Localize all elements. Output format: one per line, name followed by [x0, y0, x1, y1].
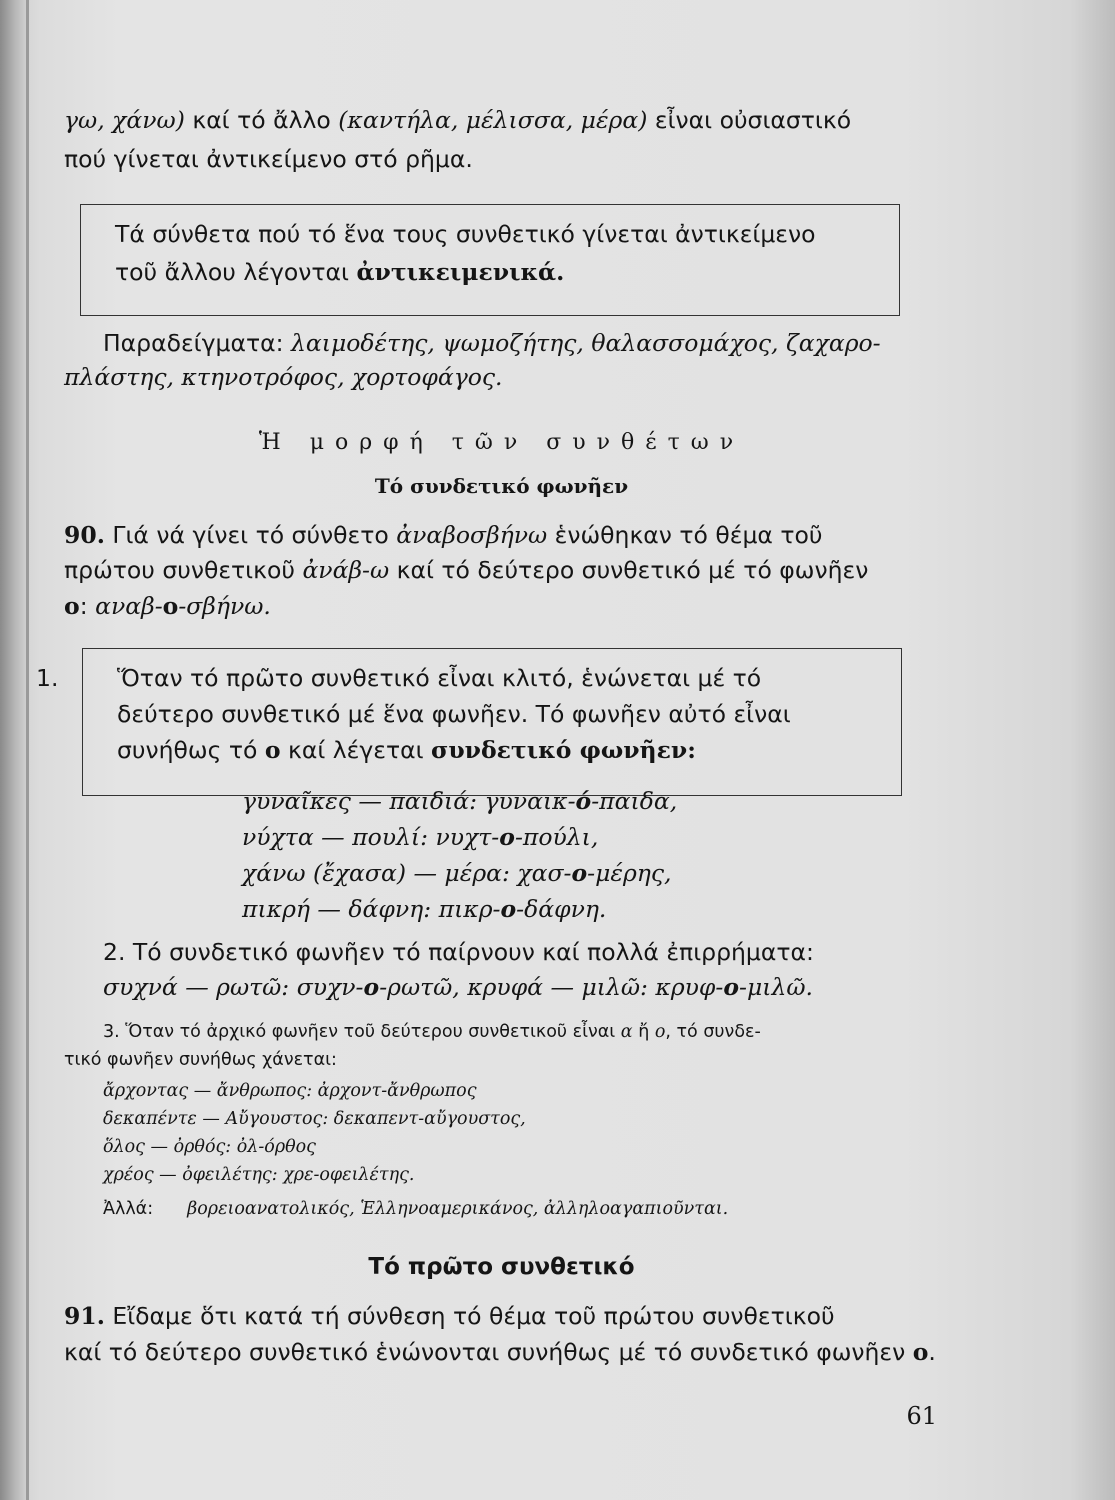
definition-term: ἀντικειμενικά.: [356, 258, 565, 286]
rule-1-text-2: καί λέγεται: [280, 736, 432, 764]
rule-3-text-1: 3. Ὅταν τό ἀρχικό φωνῆεν τοῦ δεύτερου συνθετικοῦ εἶναι: [103, 1022, 621, 1042]
paragraph-91-line-2: [64, 1338, 939, 1366]
intro-line-2: πού γίνεται ἀντικείμενο στό ρῆμα.: [64, 145, 473, 173]
rule-3-example-3: ὅλος — ὀρθός: ὀλ-όρθος: [103, 1137, 316, 1157]
rule-1-line-3: [117, 736, 992, 764]
intro-text-2: εἶναι οὐσιαστικό: [647, 106, 852, 134]
definition-line-1: Τά σύνθετα πού τό ἕνα τους συνθετικό γίνεται ἀντικείμενο: [115, 220, 816, 248]
rule-3-text-2: , τό συνδε-: [665, 1022, 761, 1042]
rule-3-example-4: χρέος — ὀφειλέτης: χρε-οφειλέτης.: [103, 1165, 415, 1185]
rule-1-bold-o: ο: [264, 736, 281, 764]
ex1-o-2: ο: [571, 859, 588, 887]
rule-1-example-2: [242, 823, 1115, 851]
p91-text-2: καί τό δεύτερο συνθετικό ἑνώνονται συνήθως μέ τό συνδετικό φωνῆεν: [64, 1338, 913, 1366]
p90-text-3: πρώτου συνθετικοῦ: [64, 556, 303, 584]
paragraph-number-91: 91.: [64, 1302, 105, 1330]
ex1-o-3: ο: [500, 895, 517, 923]
examples-label: Παραδείγματα:: [103, 329, 291, 357]
ex1-b-0: -παιδα,: [591, 787, 678, 815]
examples-line-2: πλάστης, κτηνοτρόφος, χορτοφάγος.: [64, 363, 503, 391]
rule-1-text-1: συνήθως τό: [117, 736, 265, 764]
p90-text-1: Γιά νά γίνει τό σύνθετο: [104, 521, 397, 549]
rule-2-line-1: 2. Τό συνδετικό φωνῆεν τό παίρνουν καί πολλά ἐπιρρήματα:: [103, 938, 814, 966]
p90-italic-1: ἀναβοσβήνω: [396, 521, 548, 549]
ex1-b-1: -πούλι,: [514, 823, 599, 851]
ex1-o-1: ο: [499, 823, 515, 851]
paragraph-90-line-2: [64, 556, 939, 584]
subheading-first-component: Τό πρῶτο συνθετικό: [368, 1254, 635, 1280]
rule-1-term: συνδετικό φωνῆεν:: [431, 736, 696, 764]
page-number: 61: [906, 1402, 937, 1430]
definition-text: τοῦ ἄλλου λέγονται: [115, 258, 357, 286]
rule-2-line-2: [103, 973, 978, 1001]
paragraph-90-line-3: [64, 592, 939, 620]
rule-3-but-label: Ἀλλά:: [103, 1199, 154, 1219]
paragraph-number-90: 90.: [64, 521, 105, 549]
rule-3-or: ἤ: [632, 1022, 655, 1042]
book-spine: [0, 0, 26, 1500]
rule-3-alpha: α: [620, 1022, 633, 1042]
subheading-linking-vowel: Τό συνδετικό φωνῆεν: [374, 474, 629, 498]
p90-italic-3: αναβ-: [95, 592, 163, 620]
p90-italic-4: -σβήνω.: [178, 592, 271, 620]
rule-1-number: 1.: [36, 664, 59, 692]
intro-italic-1: γω, χάνω): [64, 106, 185, 134]
ex1-a-0: γυναῖκες — παιδιά: γυναικ-: [242, 787, 576, 815]
paragraph-90-line-1: [64, 521, 939, 549]
p91-period: .: [928, 1338, 936, 1366]
intro-text-1: καί τό ἄλλο: [184, 106, 339, 134]
p91-bold-o: ο: [912, 1338, 929, 1366]
ex1-a-2: χάνω (ἔχασα) — μέρα: χασ-: [242, 859, 572, 887]
p90-text-4: καί τό δεύτερο συνθετικό μέ τό φωνῆεν: [389, 556, 869, 584]
ex1-a-3: πικρή — δάφνη: πικρ-: [242, 895, 501, 923]
ex1-o-0: ό: [575, 787, 592, 815]
rule-2-text-b: -ρωτῶ, κρυφά — μιλῶ: κρυφ-: [379, 973, 724, 1001]
rule-1-example-3: [242, 859, 1115, 887]
ex1-b-3: -δάφνη.: [516, 895, 607, 923]
definition-line-2: [115, 258, 990, 286]
rule-3-line-2: τικό φωνῆεν συνήθως χάνεται:: [64, 1050, 337, 1070]
rule-1-line-1: Ὅταν τό πρῶτο συνθετικό εἶναι κλιτό, ἑνώνεται μέ τό: [117, 664, 762, 692]
p90-bold-o: ο: [64, 592, 80, 620]
p90-bold-o-2: ο: [162, 592, 179, 620]
paragraph-91-line-1: [64, 1302, 939, 1330]
spine-edge: [26, 0, 29, 1500]
p90-italic-2: ἀνάβ-ω: [302, 556, 390, 584]
rule-2-bold-o-2: ο: [723, 973, 740, 1001]
p90-colon: :: [79, 592, 96, 620]
rule-1-example-1: [242, 787, 1115, 815]
p91-text-1: Εἴδαμε ὅτι κατά τή σύνθεση τό θέμα τοῦ πρώτου συνθετικοῦ: [104, 1302, 835, 1330]
ex1-b-2: -μέρης,: [587, 859, 672, 887]
rule-1-example-4: [242, 895, 1115, 923]
rule-2-text-a: συχνά — ρωτῶ: συχν-: [103, 973, 364, 1001]
ex1-a-1: νύχτα — πουλί: νυχτ-: [242, 823, 500, 851]
rule-3-but-line: [103, 1197, 978, 1221]
rule-3-but-words: βορειοανατολικός, Ἑλληνοαμερικάνος, ἀλληλοαγαπιοῦνται.: [187, 1199, 729, 1219]
rule-3-example-2: δεκαπέντε — Αὔγουστος: δεκαπεντ-αὔγουστος,: [103, 1109, 526, 1129]
examples-words-1: λαιμοδέτης, ψωμοζήτης, θαλασσομάχος, ζαχαρο-: [290, 329, 881, 357]
rule-2-text-c: -μιλῶ.: [739, 973, 813, 1001]
rule-3-line-1: [103, 1020, 978, 1044]
p90-text-2: ἑνώθηκαν τό θέμα τοῦ: [547, 521, 823, 549]
section-title: Ἡ μορφή τῶν συνθέτων: [258, 430, 745, 455]
rule-3-omicron: ο: [654, 1022, 666, 1042]
rule-3-example-1: ἄρχοντας — ἄνθρωπος: ἀρχοντ-ἄνθρωπος: [103, 1081, 477, 1101]
examples-line-1: [103, 329, 978, 357]
intro-italic-2: (καντήλα, μέλισσα, μέρα): [338, 106, 648, 134]
intro-line-1: [64, 106, 939, 134]
rule-1-line-2: δεύτερο συνθετικό μέ ἕνα φωνῆεν. Τό φωνῆεν αὐτό εἶναι: [117, 700, 791, 728]
rule-2-bold-o-1: ο: [363, 973, 380, 1001]
